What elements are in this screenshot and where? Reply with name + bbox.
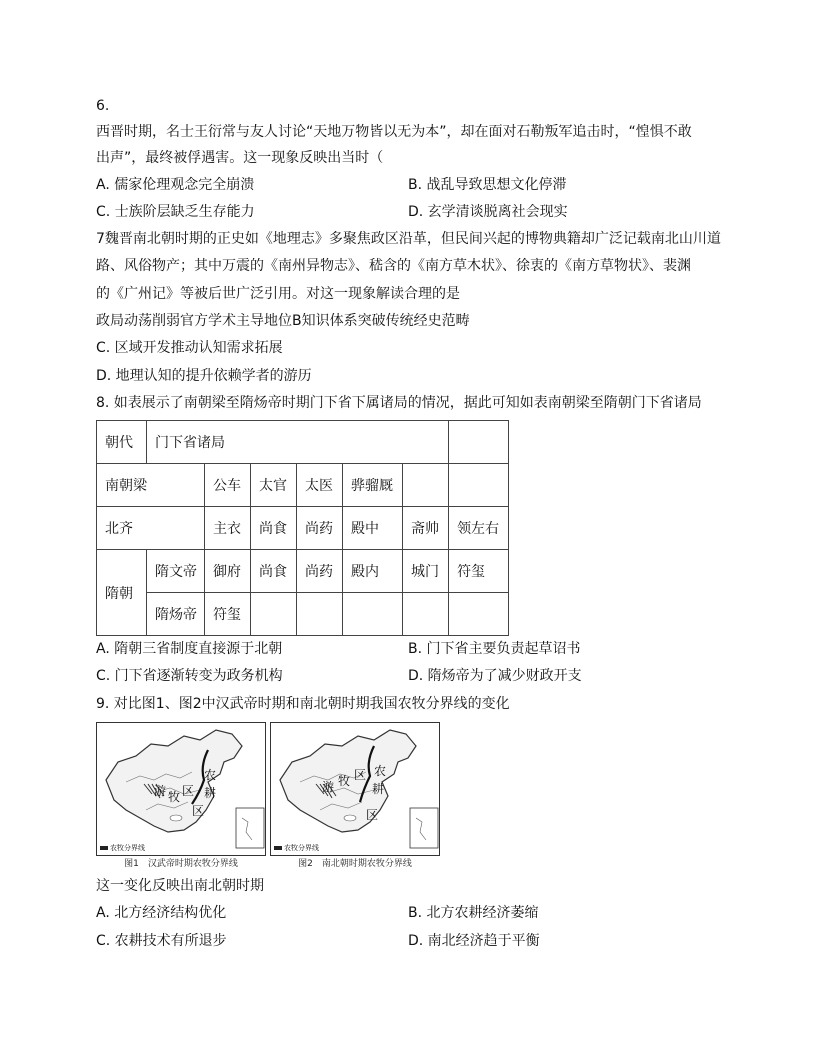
nomad-label-2: 牧 — [338, 774, 351, 788]
farm-label-2: 耕 — [372, 782, 385, 796]
table-cell-empty — [297, 593, 343, 636]
table-cell: 太医 — [297, 464, 343, 507]
table-cell-empty — [403, 593, 449, 636]
row-label-yangdi: 隋炀帝 — [147, 593, 205, 636]
q7-options-ab: 政局动荡削弱官方学术主导地位B知识体系突破传统经史范畴 — [96, 313, 470, 329]
q7-option-c: C. 区域开发推动认知需求拓展 — [96, 340, 283, 356]
q8-option-c: C. 门下省逐渐转变为政务机构 — [96, 668, 283, 684]
table-cell-empty — [403, 464, 449, 507]
q6-option-c: C. 士族阶层缺乏生存能力 — [96, 204, 255, 220]
q7-stem-line1: 7魏晋南北朝时期的正史如《地理志》多聚焦政区沿革，但民间兴起的博物典籍却广泛记载南北山川道 — [96, 231, 721, 247]
q9-option-b: B. 北方农耕经济萎缩 — [408, 905, 539, 921]
farm-label-2: 耕 — [204, 786, 217, 800]
q6-stem-line1: 西晋时期，名士王衍常与友人讨论“天地万物皆以无为本”，却在面对石勒叛军追击时，“惶惧不敢 — [96, 124, 692, 140]
q7-option-d: D. 地理认知的提升依赖学者的游历 — [96, 368, 312, 384]
table-cell: 城门 — [403, 550, 449, 593]
table-cell-empty — [251, 593, 297, 636]
q7-stem-line2: 路、风俗物产；其中万震的《南州异物志》、嵇含的《南方草木状》、徐衷的《南方草物状》、裴渊 — [96, 258, 691, 274]
table-row-wendi — [97, 550, 509, 593]
table-cell: 符玺 — [205, 593, 251, 636]
table-cell-empty — [343, 593, 403, 636]
q9-option-c: C. 农耕技术有所退步 — [96, 933, 227, 949]
figure-1-caption: 图1 汉武帝时期农牧分界线 — [124, 859, 238, 869]
legend-label-1: 农牧分界线 — [110, 844, 145, 852]
row-label-wendi: 隋文帝 — [147, 550, 205, 593]
farm-label-3: 区 — [192, 804, 205, 818]
q6-option-d: D. 玄学清谈脱离社会现实 — [408, 204, 568, 220]
q9-option-d: D. 南北经济趋于平衡 — [408, 933, 540, 949]
table-cell: 尚药 — [297, 550, 343, 593]
nomad-label-2: 牧 — [168, 790, 181, 804]
q6-stem-line2: 出声”，最终被俘遇害。这一现象反映出当时（ — [96, 150, 384, 166]
table-cell: 太官 — [251, 464, 297, 507]
table-cell: 公车 — [205, 464, 251, 507]
q9-figures — [96, 722, 440, 870]
table-cell-empty — [449, 593, 509, 636]
table-cell: 骅骝厩 — [343, 464, 403, 507]
map-1-graphic — [96, 722, 266, 856]
table-cell: 御府 — [205, 550, 251, 593]
q8-option-d: D. 隋炀帝为了减少财政开支 — [408, 668, 582, 684]
table-cell: 尚食 — [251, 550, 297, 593]
table-row-qi — [97, 507, 509, 550]
nomad-label-3: 区 — [354, 768, 367, 782]
table-cell-empty — [449, 421, 509, 464]
q8-option-b: B. 门下省主要负责起草诏书 — [408, 641, 581, 657]
map-2-graphic — [270, 722, 440, 856]
figure-1-map — [96, 722, 266, 870]
row-label-sui: 隋朝 — [97, 550, 147, 636]
table-cell: 殿内 — [343, 550, 403, 593]
nomad-label-1: 游 — [322, 780, 335, 794]
q9-question: 这一变化反映出南北朝时期 — [96, 878, 264, 894]
row-label-liang: 南朝梁 — [97, 464, 205, 507]
q6-number: 6. — [96, 98, 110, 114]
farm-label-1: 农 — [204, 768, 217, 782]
figure-2-caption: 图2 南北朝时期农牧分界线 — [298, 859, 412, 869]
table-cell: 领左右 — [449, 507, 509, 550]
table-row-liang — [97, 464, 509, 507]
figure-2-map — [270, 722, 440, 870]
table-header-row — [97, 421, 509, 464]
q8-stem: 8. 如表展示了南朝梁至隋炀帝时期门下省下属诸局的情况，据此可知如表南朝梁至隋朝门下省诸局 — [96, 395, 702, 411]
legend-label-2: 农牧分界线 — [284, 844, 319, 852]
table-cell-empty — [449, 464, 509, 507]
table-cell: 符玺 — [449, 550, 509, 593]
q6-option-b: B. 战乱导致思想文化停滞 — [408, 177, 567, 193]
table-cell: 尚药 — [297, 507, 343, 550]
table-cell: 斋帅 — [403, 507, 449, 550]
table-cell: 主衣 — [205, 507, 251, 550]
q9-stem: 9. 对比图1、图2中汉武帝时期和南北朝时期我国农牧分界线的变化 — [96, 696, 510, 712]
table-cell: 尚食 — [251, 507, 297, 550]
farm-label-3: 区 — [366, 808, 379, 822]
q8-table — [96, 420, 509, 636]
row-label-qi: 北齐 — [97, 507, 205, 550]
nomad-label-1: 游 — [154, 784, 167, 798]
nomad-label-3: 区 — [182, 784, 195, 798]
q8-option-a: A. 隋朝三省制度直接源于北朝 — [96, 641, 283, 657]
q6-option-a: A. 儒家伦理观念完全崩溃 — [96, 177, 255, 193]
farm-label-1: 农 — [374, 764, 387, 778]
header-dynasty: 朝代 — [97, 421, 147, 464]
table-row-yangdi — [97, 593, 509, 636]
q9-option-a: A. 北方经济结构优化 — [96, 905, 227, 921]
table-cell: 殿中 — [343, 507, 403, 550]
q7-stem-line3: 的《广州记》等被后世广泛引用。对这一现象解读合理的是 — [96, 286, 460, 302]
header-bureaus: 门下省诸局 — [147, 421, 449, 464]
